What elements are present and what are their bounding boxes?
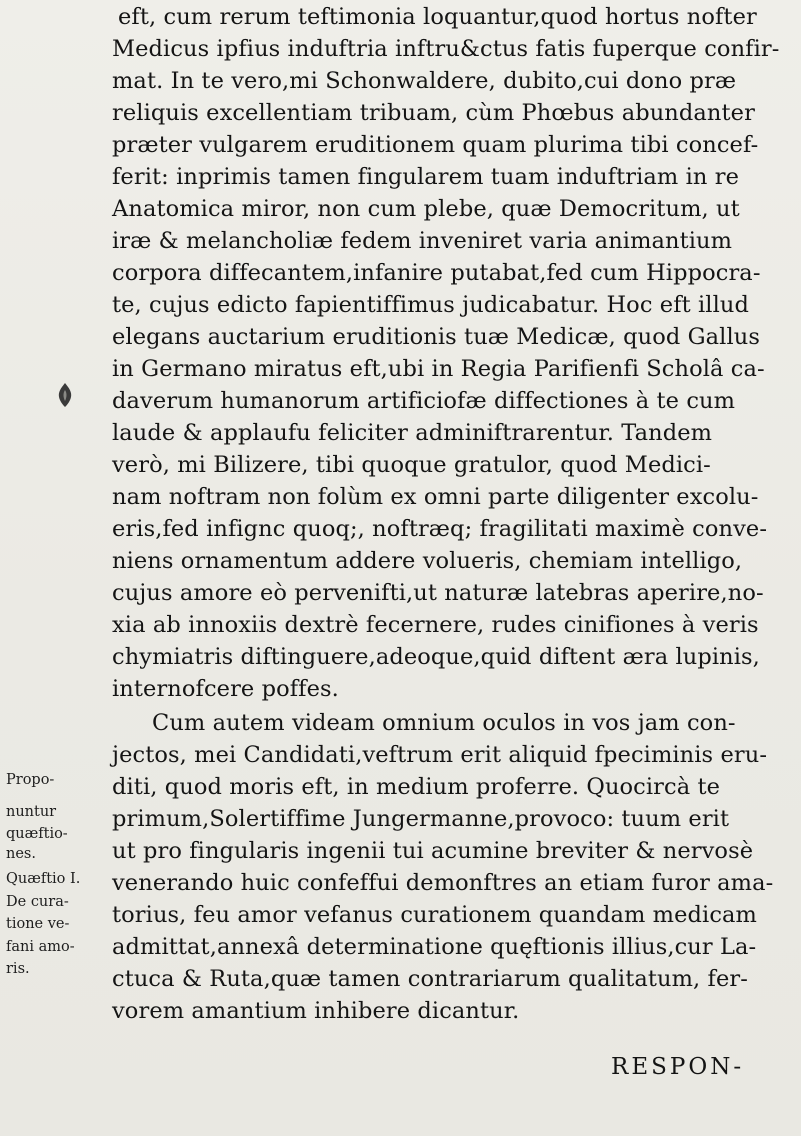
- text-line: internofcere poffes.: [112, 676, 339, 702]
- margin-note: ris.: [6, 961, 30, 977]
- margin-note: quæftio-: [6, 826, 68, 842]
- text-line: eft, cum rerum teftimonia loquantur,quod hortus nofter: [118, 4, 757, 30]
- text-line: laude & applaufu feliciter adminiftrarentur. Tandem: [112, 420, 713, 446]
- text-line: admittat,annexâ determinatione quęftionis illius,cur La-: [112, 934, 757, 960]
- margin-note: De cura-: [6, 894, 69, 910]
- text-line: cujus amore eò pervenifti,ut naturæ latebras aperire,no-: [112, 580, 764, 606]
- text-line: in Germano miratus eft,ubi in Regia Parifienfi Scholâ ca-: [112, 356, 765, 382]
- text-line: xia ab innoxiis dextrè fecernere, rudes cinifiones à veris: [112, 612, 759, 638]
- margin-note: fani amo-: [6, 939, 75, 955]
- text-line: Medicus ipfius induftria inftru&ctus fatis fuperque confir-: [112, 36, 780, 62]
- text-line: verò, mi Bilizere, tibi quoque gratulor, quod Medici-: [112, 452, 711, 478]
- text-line: iræ & melancholiæ fedem inveniret varia animantium: [112, 228, 733, 254]
- margin-note: nes.: [6, 846, 36, 862]
- text-line: præter vulgarem eruditionem quam plurima tibi concef-: [112, 132, 759, 158]
- text-line: daverum humanorum artificiofæ diffectiones à te cum: [112, 388, 736, 414]
- text-line: jectos, mei Candidati,veftrum erit aliquid fpeciminis eru-: [112, 742, 768, 768]
- text-line: Anatomica miror, non cum plebe, quæ Democritum, ut: [112, 196, 740, 222]
- catchword: RESPON-: [611, 1054, 745, 1080]
- text-line: torius, feu amor vefanus curationem quandam medicam: [112, 902, 757, 928]
- text-line: ut pro fingularis ingenii tui acumine breviter & nervosè: [112, 838, 754, 864]
- margin-note: nuntur: [6, 804, 57, 820]
- margin-note: tione ve-: [6, 916, 70, 932]
- printer-ornament-icon: [55, 382, 75, 408]
- margin-note: Quæftio I.: [6, 871, 81, 887]
- text-line: diti, quod moris eft, in medium proferre. Quocircà te: [112, 774, 721, 800]
- text-line: niens ornamentum addere volueris, chemiam intelligo,: [112, 548, 743, 574]
- text-line: te, cujus edicto fapientiffimus judicabatur. Hoc eft illud: [112, 292, 749, 318]
- text-line: venerando huic confeffui demonftres an etiam furor ama-: [112, 870, 774, 896]
- text-line: ctuca & Ruta,quæ tamen contrariarum qualitatum, fer-: [112, 966, 748, 992]
- text-line: elegans auctarium eruditionis tuæ Medicæ, quod Gallus: [112, 324, 761, 350]
- text-line: nam noftram non folùm ex omni parte diligenter excolu-: [112, 484, 759, 510]
- text-line: reliquis excellentiam tribuam, cùm Phœbus abundanter: [112, 100, 755, 126]
- text-line: mat. In te vero,mi Schonwaldere, dubito,cui dono præ: [112, 68, 737, 94]
- text-line: chymiatris diftinguere,adeoque,quid diftent æra lupinis,: [112, 644, 760, 670]
- text-line: primum,Solertiffime Jungermanne,provoco: tuum erit: [112, 806, 730, 832]
- text-line: ferit: inprimis tamen fingularem tuam induftriam in re: [112, 164, 740, 190]
- text-line: vorem amantium inhibere dicantur.: [112, 998, 520, 1024]
- text-line: Cum autem videam omnium oculos in vos jam con-: [152, 710, 736, 736]
- margin-note: Propo-: [6, 772, 55, 788]
- text-line: eris,fed infignc quoq;, noftræq; fragilitati maximè conve-: [112, 516, 768, 542]
- text-line: corpora diffecantem,infanire putabat,fed cum Hippocra-: [112, 260, 761, 286]
